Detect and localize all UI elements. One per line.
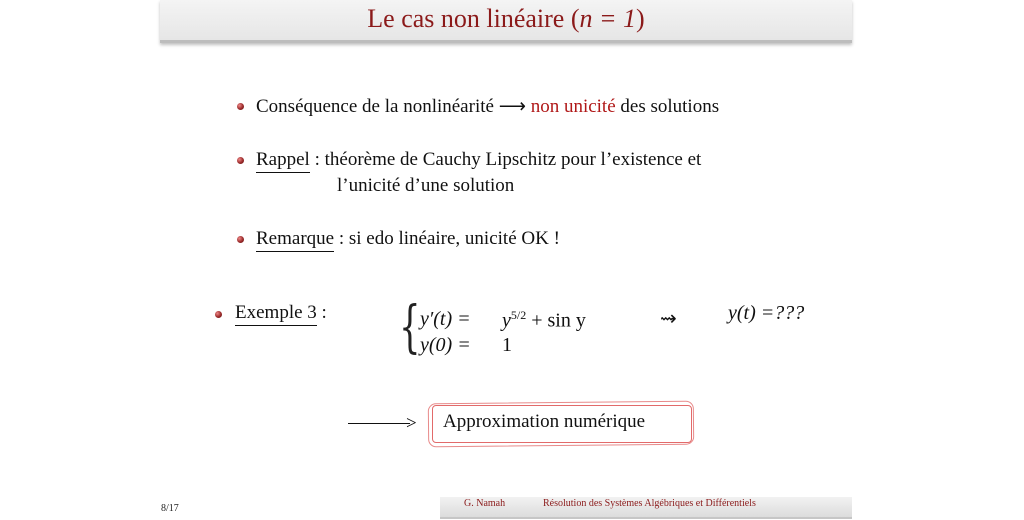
bullet-remarque: Remarque : si edo linéaire, unicité OK ! <box>256 228 560 250</box>
equation-row-1: y′(t) = <box>420 308 471 330</box>
bullet-icon <box>237 157 244 164</box>
system-brace: { <box>399 295 421 360</box>
page-number: 8/17 <box>161 503 179 514</box>
example-result: y(t) =??? <box>728 302 805 324</box>
conclusion-arrow-head: > <box>406 413 417 434</box>
remarque-label: Remarque <box>256 228 334 252</box>
example-heading: Exemple 3 : <box>235 302 327 324</box>
approximation-text: Approximation numérique <box>443 411 646 432</box>
footer-course: Résolution des Systèmes Algébriques et Différentiels <box>543 498 756 509</box>
bullet-consequence: Conséquence de la nonlinéarité ⟶ non unicité des solutions <box>256 96 720 117</box>
bullet-icon <box>237 103 244 110</box>
equation-row-1-rhs: $y^{5/2} + \sin y$ <box>502 308 586 332</box>
long-arrow-icon: ⟶ <box>498 96 526 117</box>
title-math: n = 1 <box>579 4 637 33</box>
equation-row-2: y(0) = <box>420 334 471 356</box>
squiggle-arrow-icon: ⇝ <box>660 308 677 330</box>
conclusion-arrow-line <box>348 423 410 424</box>
slide-title: Le cas non linéaire (n = 1) <box>367 4 645 33</box>
rappel-label: Rappel <box>256 149 310 173</box>
bullet-rappel: Rappel : théorème de Cauchy Lipschitz pour l’existence et <box>256 149 701 171</box>
slide-title-bar <box>160 0 852 43</box>
bullet-icon <box>237 236 244 243</box>
bullet-icon <box>215 311 222 318</box>
bullet-rappel-line2: l’unicité d’une solution <box>337 175 515 196</box>
footer-author: G. Namah <box>464 498 506 509</box>
equation-row-2-rhs: 1 <box>502 334 512 356</box>
example-label: Exemple 3 <box>235 302 317 326</box>
non-unicite-highlight: non unicité <box>525 96 616 117</box>
